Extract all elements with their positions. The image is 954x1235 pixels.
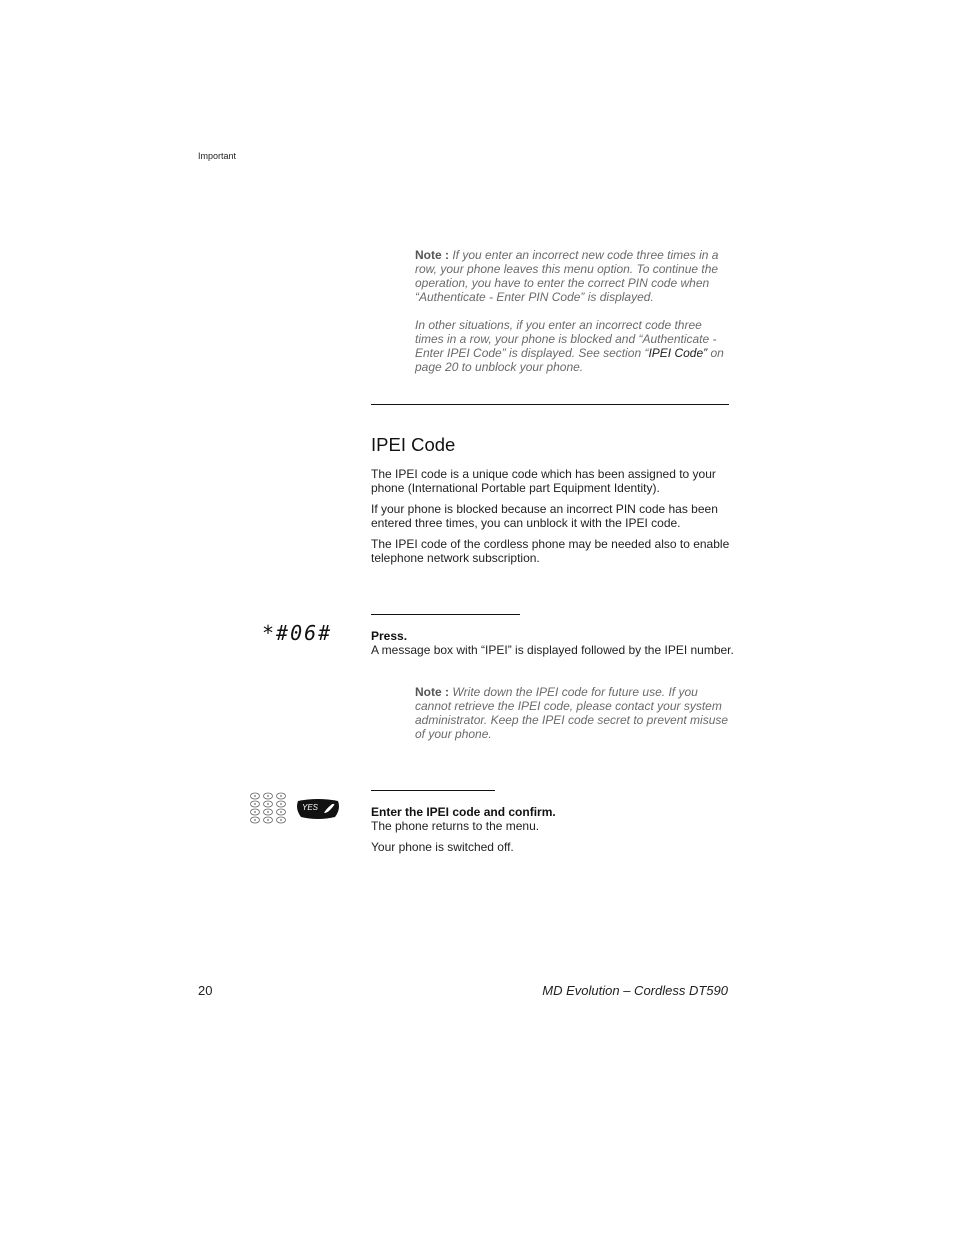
step-text: A message box with “IPEI” is displayed followed by the IPEI number. [371,643,734,657]
section-divider [371,404,729,405]
note-paragraph [415,318,730,374]
step-text: Your phone is switched off. [371,840,514,854]
note-block-incorrect-code [415,248,730,374]
note-text: In other situations, if you enter an incorrect code three times in a row, your phone is blocked and “Authenticate - Enter IPEI Code” is displayed. See section “ [415,318,717,360]
paragraph: The IPEI code is a unique code which has been assigned to your phone (International Portable part Equipment Identity). [371,467,716,495]
document-title: MD Evolution – Cordless DT590 [542,983,728,998]
paragraph: The IPEI code of the cordless phone may be needed also to enable telephone network subscription. [371,537,730,565]
step-text: The phone returns to the menu. [371,819,540,833]
note-block-ipei [415,685,730,741]
note-text: on page 20 to unblock your phone. [415,346,724,374]
note-text: Write down the IPEI code for future use. If you cannot retrieve the IPEI code, please contact your system administrator. Keep the IPEI code secret to prevent misuse of your phone. [415,685,729,741]
step-divider [371,614,520,615]
paragraph: If your phone is blocked because an incorrect PIN code has been entered three times, you can unblock it with the IPEI code. [371,502,718,530]
note-label: Note : [415,248,449,262]
section-reference-link[interactable]: IPEI Code” [648,346,708,360]
section-title: IPEI Code [371,434,456,455]
step-divider [371,790,495,791]
yes-key-label: YES [302,803,319,812]
note-paragraph [415,248,730,304]
note-text: If you enter an incorrect new code three times in a row, your phone leaves this menu option. To continue the operation, you have to enter the correct PIN code when “Authenticate - Enter PIN Code” is displayed. [415,248,719,304]
page-number: 20 [198,983,213,998]
step-heading: Enter the IPEI code and confirm. [371,805,556,819]
note-label: Note : [415,685,449,699]
running-header: Important [198,151,237,161]
key-code-icon: *#06# [262,621,333,645]
step-heading: Press. [371,629,408,643]
keypad-icon [248,792,290,824]
step-instruction [371,805,736,854]
step-instruction [371,629,736,657]
yes-key-icon [295,798,341,820]
